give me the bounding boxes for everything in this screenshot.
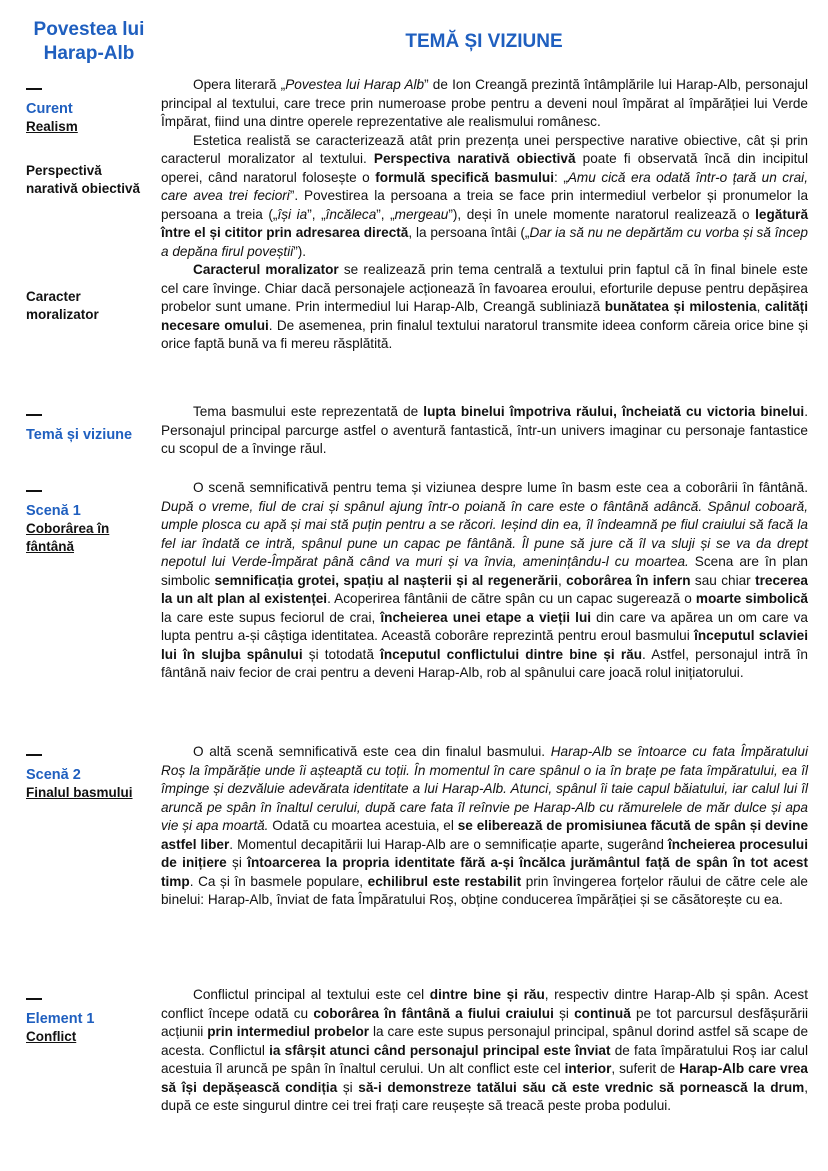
text-run: din care va apărea un om care va lupta pentru a-și câștiga identitatea. Această coborâre reprezintă pentru eroul basmului — [161, 609, 808, 643]
section-intro — [161, 76, 808, 354]
bold-text: prin intermediul probelor — [207, 1024, 370, 1039]
text-run: de fata împăratului Roș iar calul acestuia îl aruncă pe spân în înaltul cerului. Un alt conflict este cel — [161, 1042, 808, 1076]
section-scena1 — [161, 479, 808, 683]
text-run: se realizează prin tema centrală a textului prin faptul că în final binele este cel care învinge. Chiar dacă personajele acționează în favoarea eroului, eforturile depuse pentru depășirea probelor sunt umane. Prin intermediul lui Harap-Alb, Creangă subliniază — [161, 262, 808, 314]
paragraph-scena2 — [161, 743, 808, 910]
label-element1 — [26, 998, 95, 1046]
text-run: . Momentul decapitării lui Harap-Alb are o semnificație aparte, sugerând — [229, 836, 668, 852]
text-run: ”, „ — [376, 206, 395, 222]
bold-text: dintre bine și rău — [429, 987, 545, 1002]
bold-text: formulă specifică basmului — [375, 169, 555, 185]
text-run: și — [553, 1005, 575, 1021]
label-element1-value: Conflict — [26, 1029, 77, 1044]
bold-text: încheierea unei etape a vieții lui — [380, 609, 592, 625]
bold-text: începutul sclaviei lui în slujba spânului — [161, 628, 808, 662]
text-run: . Ca și în basmele populare, — [189, 873, 368, 889]
bold-text: începutul conflictului dintre bine și rău — [380, 646, 643, 662]
bold-text: continuă — [574, 1005, 631, 1021]
text-run: prin învingerea forțelor răului de către cele ale binelui: Harap-Alb, înviat de fata Împăratului Roș, obține conducerea împărăției și se căsătorește cu ea. — [161, 873, 808, 907]
text-run: O scenă semnificativă pentru tema și viziunea despre lume în basm este cea a coborârii în fântână. — [193, 480, 808, 495]
paragraph-perspectiva — [161, 132, 808, 262]
document-title: Povestea lui Harap-Alb — [33, 19, 145, 64]
text-run: , — [756, 299, 765, 314]
bold-text: se eliberează de promisiunea făcută de spân și devine astfel liber — [161, 818, 808, 852]
label-curent — [26, 88, 78, 136]
text-run: Conflictul principal al textului este cel — [193, 987, 430, 1002]
label-caracter-text: Caracter moralizator — [26, 289, 99, 322]
text-run: ” de Ion Creangă prezintă întâmplările lui Harap-Alb, personajul principal al textului, care trece prin numeroase probe pentru a deveni noul împărat al împărăției lui Verde Împărat, fiind una dintre operele reprezentative ale realismului românesc. — [161, 77, 808, 129]
divider-dash — [26, 998, 42, 1000]
bold-text: coborârea în fântână a fiului craiului — [313, 1005, 554, 1021]
text-run: O altă scenă semnificativă este cea din finalul basmului. — [193, 744, 551, 759]
bold-text: trecerea la un alt plan al existenței — [161, 572, 808, 606]
label-scena1-title: Scenă 1 — [26, 503, 81, 519]
paragraph-caracter — [161, 261, 808, 354]
bold-text: moarte simbolică — [695, 591, 808, 606]
italic-text: încăleca — [325, 206, 377, 222]
text-run: . Personajul principal parcurge astfel o aventură fantastică, într-un univers imaginar cu personaje fantastice cu scopul de a învinge răul. — [161, 404, 808, 456]
bold-text: calități necesare omului — [161, 299, 808, 333]
bold-text: încheierea procesului de inițiere — [161, 836, 808, 870]
label-caracter — [26, 288, 136, 324]
text-run: , după ce este singurul dintre cei trei frați care reușește să treacă peste proba podului. — [161, 1079, 808, 1113]
label-scena2-title: Scenă 2 — [26, 767, 81, 783]
italic-text: Harap-Alb se întoarce cu fata Împăratului Roș la împărăție unde îi așteaptă cu toții. În momentul în care spânul o ia în brațe pe fata împăratului, ea îl împinge și dezvăluie adevărata identitate a lui Harap-Alb. Atunci, spânul îi taie capul băiatului, iar calul lui îl aruncă pe spân în înaltul cerului, după care fata îl reînvie pe Harap-Alb cu rămurelele de măr dulce și apa vie și apa moartă. — [161, 744, 808, 833]
bold-text: Perspectiva narativă obiectivă — [373, 151, 576, 166]
text-run: și — [337, 1079, 359, 1095]
text-run: poate fi observată încă din incipitul operei, când naratorul folosește o — [161, 151, 808, 185]
italic-text: Amu cică era odată într-o țară un crai, care avea trei feciori — [161, 169, 808, 203]
bold-text: Harap-Alb care vrea să își depășească condiția — [161, 1061, 808, 1095]
text-run: ”). — [293, 243, 307, 259]
label-perspectiva-text: Perspectivă narativă obiectivă — [26, 163, 141, 196]
page-title: TEMĂ ȘI VIZIUNE — [405, 31, 563, 52]
label-scena1-value: Coborârea în fântână — [26, 521, 110, 554]
divider-dash — [26, 754, 42, 756]
text-run: pe tot parcursul desfășurării acțiunii — [161, 1005, 808, 1039]
text-run: și totodată — [302, 646, 381, 662]
label-scena2-value: Finalul basmului — [26, 785, 133, 800]
text-run: la care este supus feciorul de crai, — [161, 609, 381, 625]
text-run: sau chiar — [690, 572, 756, 588]
bold-text: Caracterul moralizator — [193, 262, 339, 277]
section-tema — [161, 403, 808, 459]
bold-text: echilibrul este restabilit — [367, 873, 522, 889]
bold-text: legătură între el și cititor prin adresarea directă — [161, 206, 809, 240]
label-tema — [26, 414, 132, 444]
text-run: Estetica realistă se caracterizează atât prin prezența unei perspective narative obiective, cât și prin caracterul moralizator al textului. — [161, 132, 808, 166]
divider-dash — [26, 490, 42, 492]
text-run: : „ — [554, 169, 568, 185]
section-scena2 — [161, 743, 808, 910]
italic-text: Dar ia să nu ne depărtăm cu vorba și să încep a depăna firul poveștii — [161, 225, 808, 259]
divider-dash — [26, 88, 42, 90]
paragraph-intro — [161, 76, 808, 132]
bold-text: bunătatea și milostenia — [604, 299, 757, 314]
italic-text: mergeau — [394, 206, 449, 222]
text-run: Odată cu moartea acestuia, el — [268, 818, 458, 833]
label-perspectiva — [26, 162, 156, 198]
bold-text: să-i demonstreze tatălui său că este vrednic să pornească la drum — [358, 1079, 805, 1095]
section-conflict — [161, 986, 808, 1116]
bold-text: întoarcerea la propria identitate fără a-și încălca jurământul față de spân în tot acest timp — [161, 855, 808, 889]
bold-text: interior — [564, 1061, 612, 1076]
text-run: . De asemenea, prin finalul textului naratorul transmite ideea conform căreia orice bine și orice faptă bună va fi mereu răsplătită. — [161, 317, 808, 351]
bold-text: coborârea în infern — [566, 572, 691, 588]
italic-text: Povestea lui Harap Alb — [285, 77, 425, 92]
label-curent-title: Curent — [26, 101, 73, 117]
bold-text: semnificația grotei, spațiu al nașterii și al regenerării — [214, 572, 558, 588]
paragraph-conflict — [161, 986, 808, 1116]
text-run: , suferit de — [611, 1061, 680, 1076]
italic-text: După o vreme, fiul de crai și spânul ajung într-o poiană în care este o fântână adâncă. Spânul coboară, umple plosca cu apă și mai stă puțin pentru a se răcori. Ieșind din ea, îl îndeamnă pe fiul craiului să facă la fel iar îndată ce intră, spânul pune un capac pe fântână. Îl pune să jure că îl va sluji și se va da drept nepotul lui Verde-Împărat până când va muri și va învia, amenințându-l cu moartea. — [161, 498, 808, 569]
text-run: , respectiv dintre Harap-Alb și spân. Acest conflict începe odată cu — [161, 987, 808, 1021]
paragraph-scena1 — [161, 479, 808, 683]
label-scena1 — [26, 490, 136, 556]
bold-text: lupta binelui împotriva răului, încheiată cu victoria binelui — [423, 404, 805, 419]
label-scena2 — [26, 754, 156, 802]
text-run: Opera literară „ — [193, 77, 286, 92]
text-run: , la persoana întâi („ — [408, 225, 530, 240]
text-run: ”), deși în unele momente naratorul realizează o — [448, 206, 756, 222]
text-run: ”, „ — [307, 206, 326, 222]
bold-text: ia sfârșit atunci când personajul principal este înviat — [269, 1042, 611, 1058]
text-run: Scena are în plan simbolic — [161, 554, 808, 588]
label-curent-value: Realism — [26, 119, 78, 134]
divider-dash — [26, 414, 42, 416]
text-run: la care este supus personajul principal, spânul dorind astfel să scape de acesta. Conflictul — [161, 1024, 809, 1058]
paragraph-tema — [161, 403, 808, 459]
text-run: și — [226, 855, 248, 870]
label-element1-title: Element 1 — [26, 1011, 95, 1027]
text-run: ”. Povestirea la persoana a treia se face prin intermediul verbelor și pronumelor la persoana a treia („ — [161, 188, 809, 222]
text-run: Tema basmului este reprezentată de — [193, 404, 424, 419]
italic-text: își ia — [277, 206, 308, 222]
text-run: , — [558, 572, 567, 588]
text-run: . Astfel, personajul intră în fântână naiv fecior de crai pentru a deveni Harap-Alb, rob al spânului care joacă rolul inițiatorului. — [161, 646, 808, 680]
label-tema-text: Temă și viziune — [26, 427, 133, 443]
text-run: . Acoperirea fântânii de către spân cu un capac sugerează o — [327, 591, 696, 606]
